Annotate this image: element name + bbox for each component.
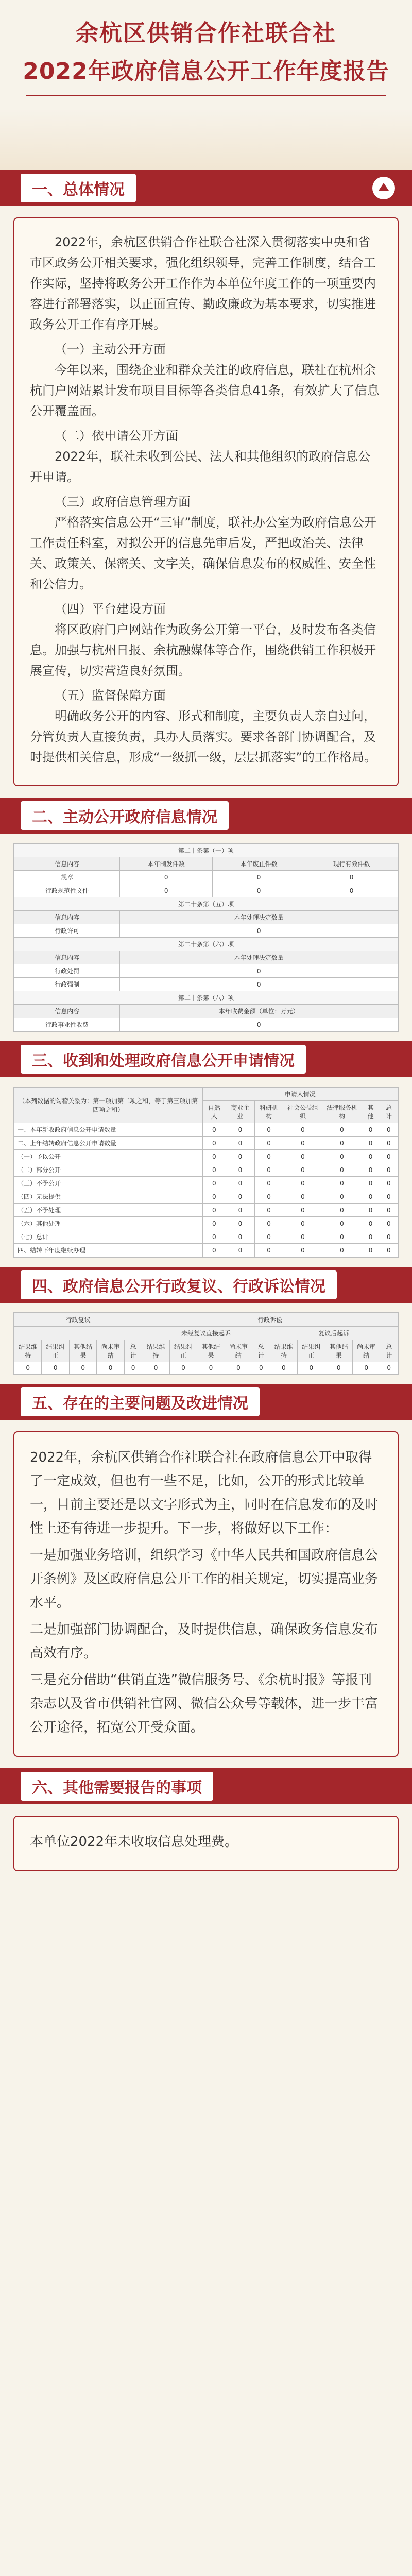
table-cell: 0 [226, 1177, 255, 1190]
table-cell: 0 [202, 1230, 226, 1244]
table-subgroup-header: 复议后起诉 [270, 1327, 398, 1340]
section-band [0, 1267, 412, 1303]
table-cell: 0 [42, 1362, 69, 1374]
organization-name: 余杭区供销合作社联合社 [76, 20, 336, 46]
table-cell: 0 [283, 1190, 322, 1204]
overview-text-4: 将区政府门户网站作为政务公开第一平台，及时发布各类信息。加强与杭州日报、余杭融媒体等合作，围绕供销工作积极开展宣传，切实营造良好氛围。 [30, 622, 376, 678]
table-header: 结果维持 [142, 1340, 169, 1362]
table-cell: 0 [380, 1163, 398, 1177]
table-cell: 0 [254, 1190, 283, 1204]
overview-intro: 2022年，余杭区供销合作社联合社深入贯彻落实中央和省市区政务公开相关要求，强化组织领导，完善工作制度，结合工作实际，坚持将政务公开工作作为本单位年度工作的一项重要内容进行部署落实，以正面宣传、勤政廉政为基本要求，切实推进政务公开工作有序开展。 [30, 235, 376, 332]
table-header: 总计 [124, 1340, 142, 1362]
table-cell: 0 [254, 1230, 283, 1244]
table-header: 社会公益组织 [283, 1101, 322, 1123]
table-header: 其他结果 [325, 1340, 352, 1362]
table-cell: 0 [362, 1217, 380, 1230]
table-group-header: 行政诉讼 [142, 1313, 398, 1327]
table-header: 科研机构 [254, 1101, 283, 1123]
table-cell: 0 [362, 1123, 380, 1137]
table-cell: 0 [322, 1137, 362, 1150]
table-header: 法律服务机构 [322, 1101, 362, 1123]
section-band [0, 170, 412, 206]
table-cell: 0 [380, 1137, 398, 1150]
table-cell: 0 [362, 1163, 380, 1177]
table-cell: 0 [283, 1217, 322, 1230]
overview-text-1: 今年以来，围绕企业和群众关注的政府信息，联社在杭州余杭门户网站累计发布项目目标等各类信息41条，有效扩大了信息公开覆盖面。 [30, 363, 380, 418]
table-cell: 0 [254, 1217, 283, 1230]
table-cell: 0 [283, 1244, 322, 1257]
table-caption: 第二十条第（八）项 [14, 991, 398, 1005]
table-cell: 0 [283, 1163, 322, 1177]
table-row: （六）其他处理 0 0 0 0 0 0 0 [14, 1217, 398, 1230]
table-row: （三）不予公开 0 0 0 0 0 0 0 [14, 1177, 398, 1190]
table-cell: 0 [202, 1190, 226, 1204]
table-cell: 0 [380, 1204, 398, 1217]
table-header: 信息内容 [14, 857, 120, 871]
table-cell: 0 [362, 1190, 380, 1204]
table-header: 现行有效件数 [305, 857, 398, 871]
pointing-hand-icon [371, 175, 397, 201]
header-decoration [0, 108, 412, 170]
table-row: （五）不予处理 0 0 0 0 0 0 0 [14, 1204, 398, 1217]
table-cell: 0 [380, 1244, 398, 1257]
table-header: 本年收费金额（单位：万元） [120, 1005, 398, 1018]
table-cell: 0 [380, 1190, 398, 1204]
table-cell: 0 [380, 1150, 398, 1163]
table-cell: 0 [322, 1123, 362, 1137]
report-header [0, 0, 412, 170]
table-cell: 0 [380, 1362, 398, 1374]
table-row: 行政事业性收费 0 [14, 1018, 398, 1031]
table-row: 行政许可 0 [14, 924, 398, 938]
table-header: 商业企业 [226, 1101, 255, 1123]
table-cell: 0 [322, 1150, 362, 1163]
other-card [13, 1816, 399, 1871]
table-cell: 0 [169, 1362, 197, 1374]
section-proactive [0, 798, 412, 1032]
table-cell: 0 [202, 1177, 226, 1190]
table-cell: 0 [352, 1362, 380, 1374]
table-cell: 0 [283, 1177, 322, 1190]
issues-card [13, 1431, 399, 1757]
table-header: 其他 [362, 1101, 380, 1123]
table-cell: 0 [362, 1230, 380, 1244]
table-row: 规章 0 0 0 [14, 871, 398, 884]
table-cell: 0 [226, 1137, 255, 1150]
table-cell: 0 [225, 1362, 252, 1374]
table-cell: 0 [283, 1123, 322, 1137]
table-group-header: 行政复议 [14, 1313, 142, 1327]
table-cell: 0 [254, 1150, 283, 1163]
table-cell: 0 [380, 1217, 398, 1230]
table-cell: 0 [226, 1244, 255, 1257]
table-cell: 0 [226, 1123, 255, 1137]
table-cell: 0 [362, 1177, 380, 1190]
overview-heading-2: （二）依申请公开方面 [55, 429, 178, 443]
table-cell: 0 [197, 1362, 225, 1374]
table-cell: 0 [226, 1150, 255, 1163]
overview-heading-1: （一）主动公开方面 [55, 342, 166, 357]
table-header: 尚未审结 [97, 1340, 124, 1362]
issues-text-4: 三是充分借助“供销直选”微信服务号、《余杭时报》等报刊杂志以及省市供销社官网、微信公众号等载体，进一步丰富公开途径，拓宽公开受众面。 [30, 1672, 379, 1735]
section-issues [0, 1384, 412, 1757]
table-row: 行政强制 0 [14, 978, 398, 991]
table-row: （七）总计 0 0 0 0 0 0 0 [14, 1230, 398, 1244]
table-cell: 0 [226, 1163, 255, 1177]
section-band [0, 1768, 412, 1804]
table-cell: 0 [226, 1190, 255, 1204]
section-band [0, 1384, 412, 1420]
table-header: 信息内容 [14, 1005, 120, 1018]
table-cell: 0 [322, 1230, 362, 1244]
overview-heading-5: （五）监督保障方面 [55, 688, 166, 703]
table-cell: 0 [322, 1163, 362, 1177]
table-cell: 0 [322, 1217, 362, 1230]
table-cell: 0 [254, 1177, 283, 1190]
table-cell: 0 [97, 1362, 124, 1374]
section-overview [0, 170, 412, 786]
issues-text-3: 二是加强部门协调配合，及时提供信息，确保政务信息发布高效有序。 [30, 1622, 379, 1661]
section-title: 四、政府信息公开行政复议、行政诉讼情况 [21, 1270, 337, 1299]
table-header: 尚未审结 [352, 1340, 380, 1362]
table-header: 尚未审结 [225, 1340, 252, 1362]
table-cell: 0 [283, 1230, 322, 1244]
overview-card [13, 217, 399, 786]
table-row: 行政规范性文件 0 0 0 [14, 884, 398, 897]
table-header: 总计 [380, 1101, 398, 1123]
table-header: 本年处理决定数量 [120, 911, 398, 924]
table-cell: 0 [202, 1217, 226, 1230]
report-title: 2022年政府信息公开工作年度报告 [23, 58, 389, 84]
table-header: 结果维持 [270, 1340, 297, 1362]
table-row: （四）无法提供 0 0 0 0 0 0 0 [14, 1190, 398, 1204]
table-row: 行政处罚 0 [14, 964, 398, 978]
table-cell: 0 [362, 1204, 380, 1217]
table-cell: 0 [252, 1362, 270, 1374]
table-cell: 0 [254, 1244, 283, 1257]
table-header: 本年处理决定数量 [120, 951, 398, 964]
table-cell: 0 [202, 1123, 226, 1137]
table-cell: 0 [254, 1137, 283, 1150]
table-cell: 0 [226, 1230, 255, 1244]
table-cell: 0 [202, 1163, 226, 1177]
table-cell: 0 [362, 1150, 380, 1163]
table-cell: 0 [226, 1204, 255, 1217]
table-header: 结果纠正 [169, 1340, 197, 1362]
overview-heading-4: （四）平台建设方面 [55, 602, 166, 616]
table-cell: 0 [283, 1137, 322, 1150]
overview-heading-3: （三）政府信息管理方面 [55, 495, 191, 509]
table-cell: 0 [142, 1362, 169, 1374]
table-header: 自然人 [202, 1101, 226, 1123]
other-text: 本单位2022年未收取信息处理费。 [30, 1834, 238, 1850]
section-other [0, 1768, 412, 1871]
table-header: 结果维持 [14, 1340, 42, 1362]
table-cell: 0 [322, 1190, 362, 1204]
table-header: 总计 [252, 1340, 270, 1362]
table-cell: 0 [254, 1163, 283, 1177]
table-row: 四、结转下年度继续办理 0 0 0 0 0 0 0 [14, 1244, 398, 1257]
table-cell: 0 [298, 1362, 325, 1374]
table-cell: 0 [202, 1150, 226, 1163]
table-cell: 0 [362, 1137, 380, 1150]
table-cell: 0 [69, 1362, 96, 1374]
section-requests [0, 1041, 412, 1258]
table-cell: 0 [226, 1217, 255, 1230]
table-header: 结果纠正 [298, 1340, 325, 1362]
table-cell: 0 [283, 1150, 322, 1163]
table-caption: 第二十条第（五）项 [14, 897, 398, 911]
table-cell: 0 [254, 1204, 283, 1217]
section-band [0, 1041, 412, 1077]
section-review [0, 1267, 412, 1375]
section-title: 二、主动公开政府信息情况 [21, 801, 229, 830]
table-row: 一、本年新收政府信息公开申请数量 0 0 0 0 0 0 0 [14, 1123, 398, 1137]
table-cell: 0 [202, 1204, 226, 1217]
table-header: 其他结果 [69, 1340, 96, 1362]
table-cell: 0 [283, 1204, 322, 1217]
table-cell: 0 [322, 1177, 362, 1190]
table-cell: 0 [254, 1123, 283, 1137]
table-header: 本年废止件数 [213, 857, 305, 871]
table-cell: 0 [380, 1177, 398, 1190]
overview-text-3: 严格落实信息公开“三审”制度，联社办公室为政府信息公开工作责任科室，对拟公开的信息先审后发，严把政治关、法律关、政策关、保密关、文字关，确保信息发布的权威性、安全性和公信力。 [30, 515, 376, 591]
proactive-table [13, 843, 399, 1032]
table-cell: 0 [380, 1123, 398, 1137]
table-row: （二）部分公开 0 0 0 0 0 0 0 [14, 1163, 398, 1177]
overview-text-2: 2022年，联社未收到公民、法人和其他组织的政府信息公开申请。 [30, 449, 371, 484]
table-caption: 第二十条第（一）项 [14, 844, 398, 857]
table-header: 本年制发件数 [120, 857, 213, 871]
issues-text-1: 2022年，余杭区供销合作社联合社在政府信息公开中取得了一定成效，但也有一些不足，比如，公开的形式比较单一，目前主要还是以文字形式为主，同时在信息发布的及时性上还有待进一步提升。下一步，将做好以下工作： [30, 1450, 379, 1536]
table-cell: 0 [322, 1244, 362, 1257]
table-cell: 0 [14, 1362, 42, 1374]
table-header: 其他结果 [197, 1340, 225, 1362]
table-cell: 0 [325, 1362, 352, 1374]
table-cell: 0 [362, 1244, 380, 1257]
table-row: （一）予以公开 0 0 0 0 0 0 0 [14, 1150, 398, 1163]
table-subgroup-header: 未经复议直接起诉 [142, 1327, 270, 1340]
table-row: 二、上年结转政府信息公开申请数量 0 0 0 0 0 0 0 [14, 1137, 398, 1150]
table-caption: 第二十条第（六）项 [14, 938, 398, 951]
table-cell: 0 [124, 1362, 142, 1374]
table-header: 结果纠正 [42, 1340, 69, 1362]
section-title: 三、收到和处理政府信息公开申请情况 [21, 1045, 306, 1074]
table-header: 信息内容 [14, 951, 120, 964]
title-divider [26, 95, 386, 96]
table-cell: 0 [322, 1204, 362, 1217]
review-table [13, 1312, 399, 1375]
table-header: 总计 [380, 1340, 398, 1362]
table-cell: 0 [202, 1137, 226, 1150]
overview-text-5: 明确政务公开的内容、形式和制度，主要负责人亲自过问，分管负责人直接负责，具办人员落实。要求各部门协调配合，及时提供相关信息，形成“一级抓一级，层层抓落实”的工作格局。 [30, 709, 376, 765]
table-cell: 0 [380, 1230, 398, 1244]
section-title: 一、总体情况 [21, 174, 136, 202]
table-corner: （本列数据的勾稽关系为：第一项加第二项之和，等于第三项加第四项之和） [14, 1088, 203, 1123]
issues-text-2: 一是加强业务培训，组织学习《中华人民共和国政府信息公开条例》及区政府信息公开工作的相关规定，切实提高业务水平。 [30, 1548, 379, 1611]
section-band [0, 798, 412, 834]
table-cell: 0 [270, 1362, 297, 1374]
table-header: 信息内容 [14, 911, 120, 924]
requests-table [13, 1087, 399, 1258]
section-title: 五、存在的主要问题及改进情况 [21, 1387, 260, 1416]
table-group-header: 申请人情况 [202, 1088, 398, 1101]
table-cell: 0 [202, 1244, 226, 1257]
section-title: 六、其他需要报告的事项 [21, 1772, 213, 1801]
